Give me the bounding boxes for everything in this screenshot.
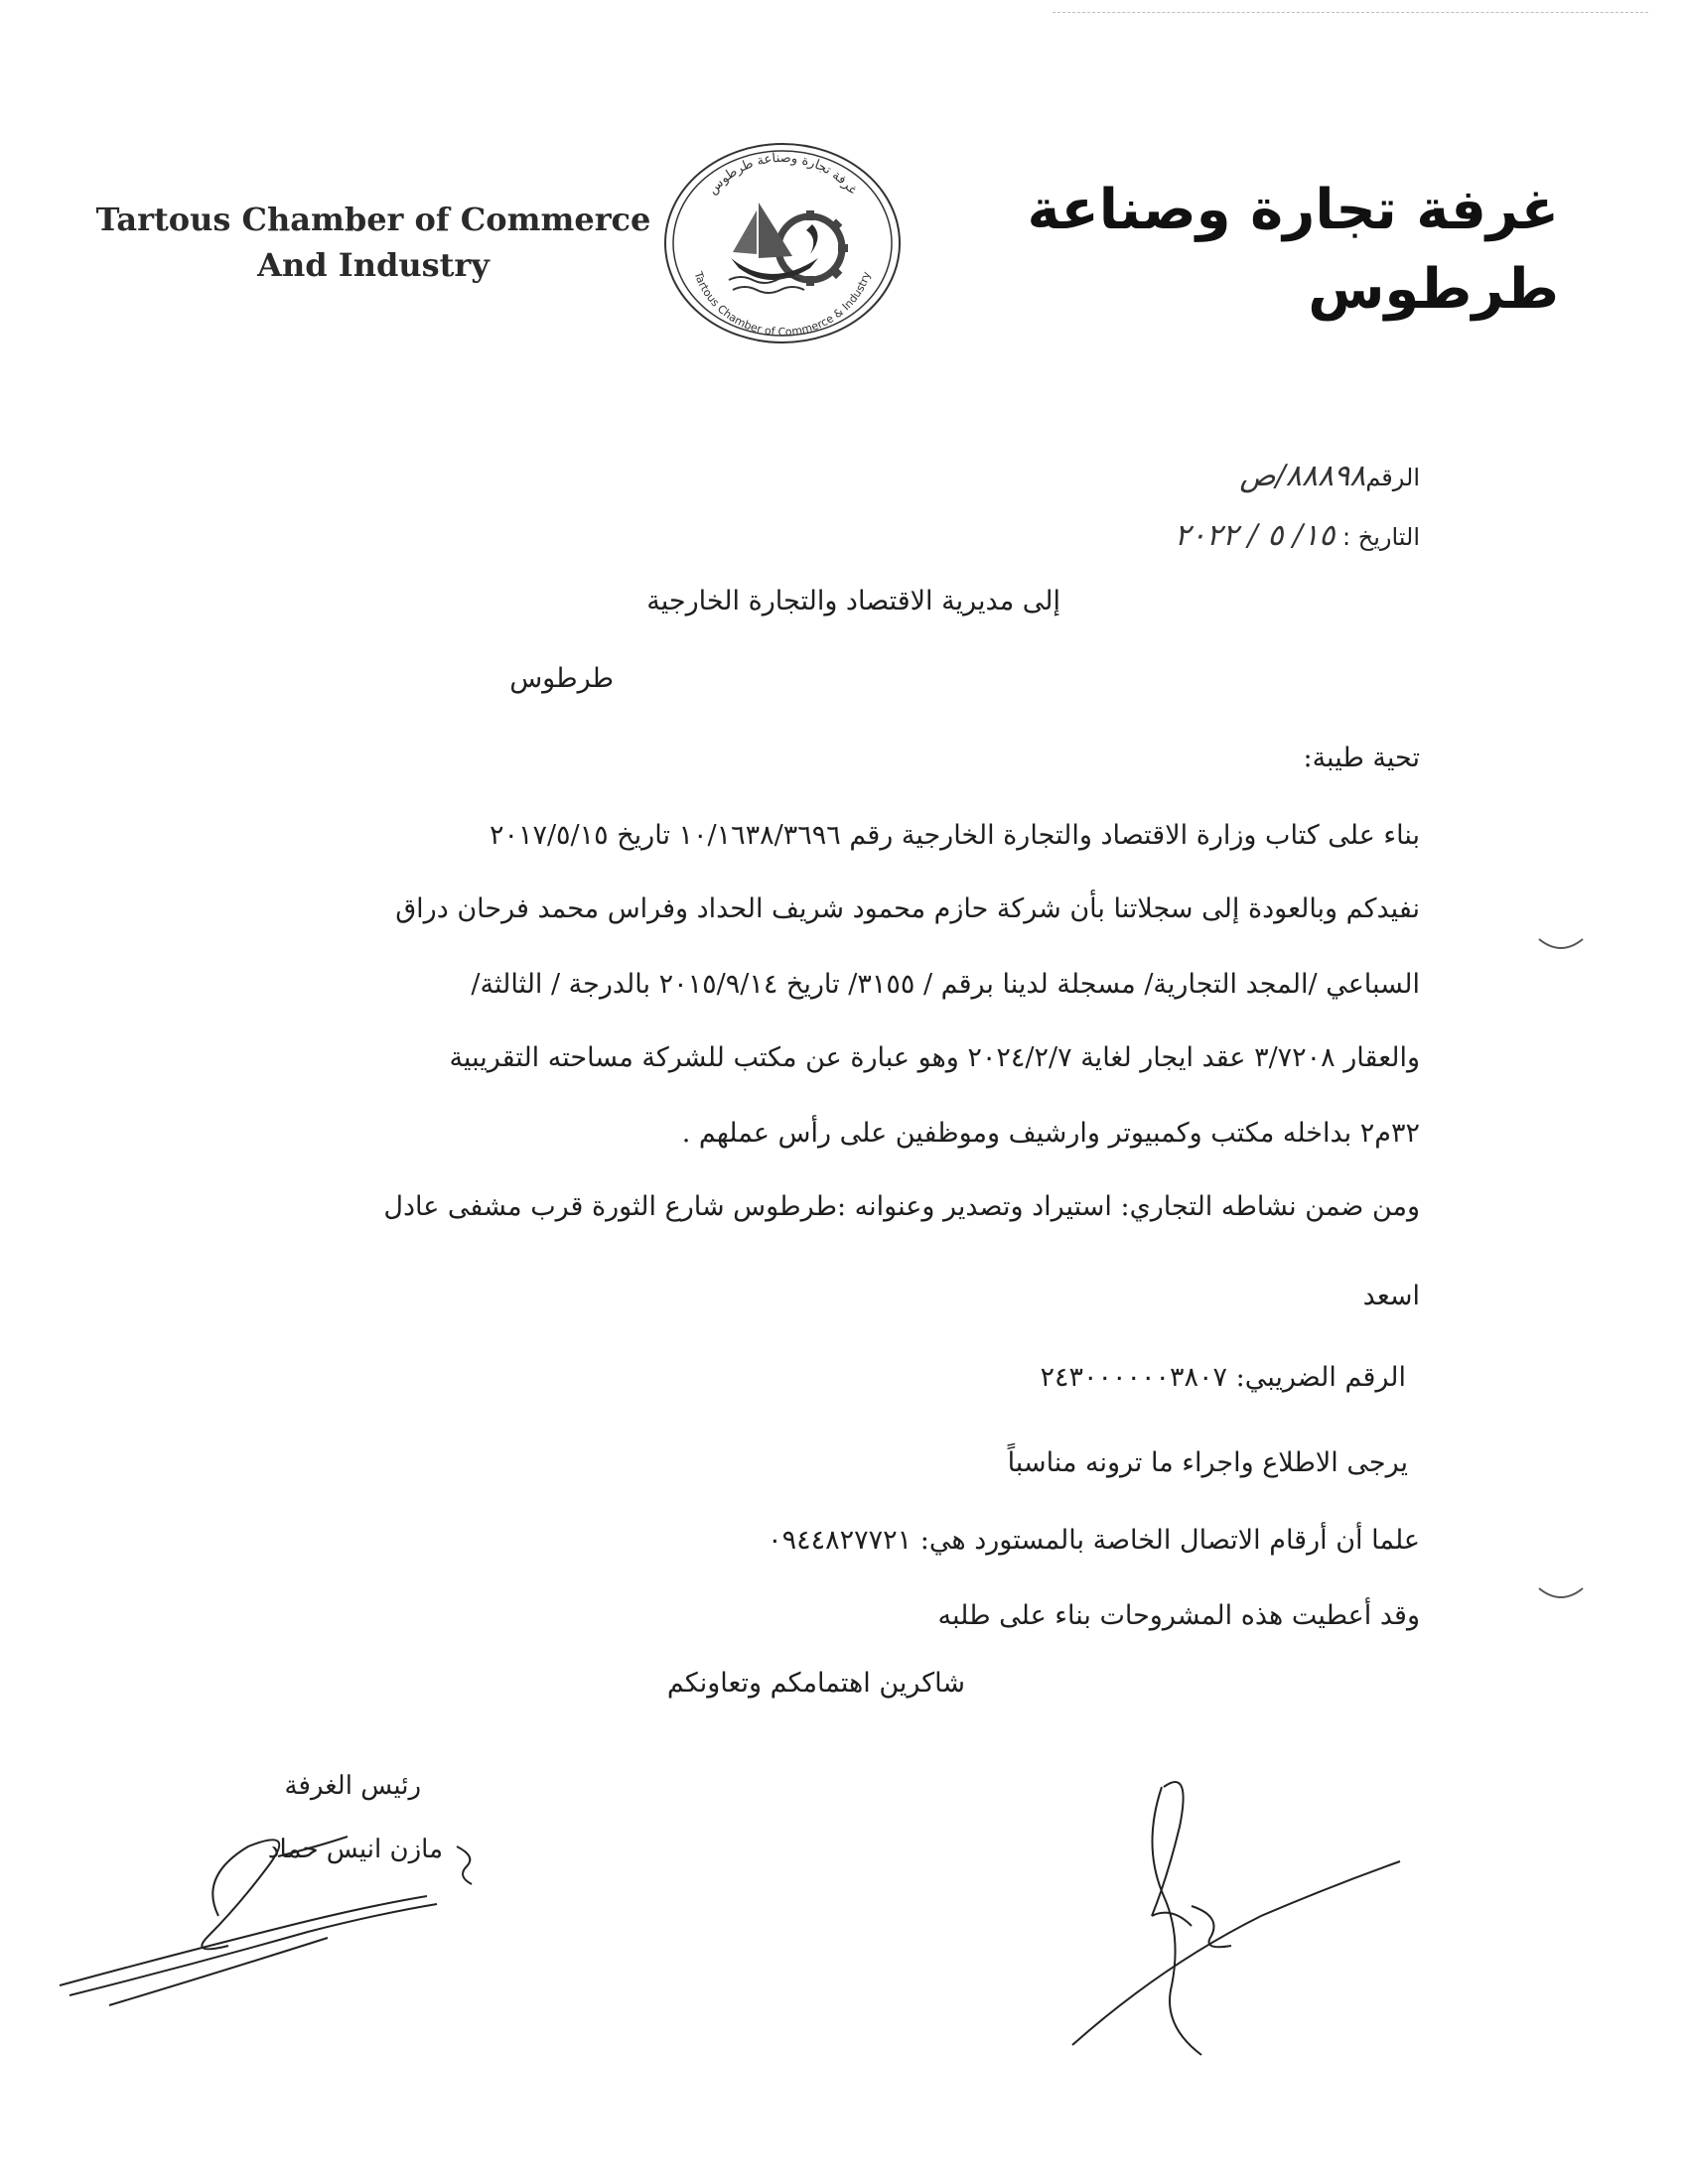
contact-value: ٠٩٤٤٨٢٧٧٢١ — [768, 1525, 913, 1556]
body-line-6: ومن ضمن نشاطه التجاري: استيراد وتصدير وعنوانه :طرطوس شارع الثورة قرب مشفى عادل — [383, 1191, 1420, 1222]
svg-text:غرفة تجارة وصناعة طرطوس — [705, 151, 860, 198]
greeting: تحية طيبة: — [1303, 743, 1420, 773]
header-arabic: غرفة تجارة وصناعة طرطوس — [1027, 178, 1559, 322]
body-line-7: اسعد — [1362, 1281, 1420, 1311]
signature-left-icon — [50, 1807, 487, 2035]
margin-mark-icon — [1537, 1584, 1585, 1604]
reference-date-label: التاريخ : — [1341, 523, 1420, 551]
logo-text-en: Tartous Chamber of Commerce & Industry — [691, 269, 874, 340]
body-line-5: ٣٢م٢ بداخله مكتب وكمبيوتر وارشيف وموظفين على رأس عملهم . — [681, 1118, 1420, 1149]
addressee-city: طرطوس — [509, 663, 614, 694]
thanks-line: شاكرين اهتمامكم وتعاونكم — [666, 1668, 965, 1699]
reference-date-value: ١٥/ ٥ / ٢٠٢٢ — [1174, 518, 1336, 553]
addressee: إلى مديرية الاقتصاد والتجارة الخارجية — [646, 586, 1060, 616]
tax-number-label: الرقم الضريبي: — [1235, 1362, 1406, 1393]
header-english — [95, 197, 651, 288]
reference-number — [1239, 459, 1420, 493]
reference-number-value: ٨٨٨٩٨/ص — [1239, 459, 1366, 493]
svg-text:Tartous Chamber of Commerce & — [691, 269, 873, 339]
body-line-3: السباعي /المجد التجارية/ مسجلة لدينا برقم / ٣١٥٥/ تاريخ ٢٠١٥/٩/١٤ بالدرجة / الثالثة/ — [471, 969, 1420, 1000]
body-line-2: نفيدكم وبالعودة إلى سجلاتنا بأن شركة حازم محمود شريف الحداد وفراس محمد فرحان دراق — [395, 893, 1420, 924]
chamber-logo-icon — [661, 141, 904, 345]
reference-number-label: الرقم — [1365, 464, 1420, 491]
request-line: يرجى الاطلاع واجراء ما ترونه مناسباً — [1007, 1447, 1408, 1478]
body-line-4: والعقار ٣/٧٢٠٨ عقد ايجار لغاية ٢٠٢٤/٢/٧ وهو عبارة عن مكتب للشركة مساحته التقريبية — [449, 1042, 1420, 1073]
signatory-name: مازن انيس حماد — [267, 1835, 443, 1864]
reference-date — [1175, 518, 1420, 553]
signatory-title: رئيس الغرفة — [284, 1771, 421, 1801]
tax-number — [1040, 1362, 1406, 1393]
body-line-1: بناء على كتاب وزارة الاقتصاد والتجارة الخارجية رقم ١٠/١٦٣٨/٣٦٩٦ تاريخ ٢٠١٧/٥/١٥ — [489, 820, 1420, 851]
contact-line — [768, 1525, 1420, 1556]
tax-number-value: ٢٤٣٠٠٠٠٠٠٣٨٠٧ — [1040, 1362, 1228, 1393]
signature-right-icon — [1053, 1757, 1410, 2075]
contact-label: علما أن أرقام الاتصال الخاصة بالمستورد هي: — [919, 1525, 1420, 1556]
org-name-en-line2: And Industry — [257, 246, 490, 284]
scan-artifact-line — [1053, 12, 1648, 14]
org-name-en-line1: Tartous Chamber of Commerce — [95, 201, 651, 238]
given-line: وقد أعطيت هذه المشروحات بناء على طلبه — [937, 1600, 1420, 1631]
margin-mark-icon — [1537, 935, 1585, 955]
logo-text-ar: غرفة تجارة وصناعة طرطوس — [705, 150, 860, 199]
